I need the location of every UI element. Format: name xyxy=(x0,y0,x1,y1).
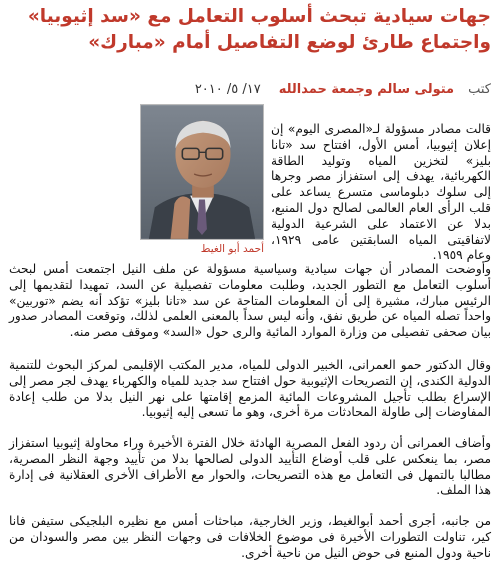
article-paragraph-3: وقال الدكتور حمو العمرانى، الخبير الدولى للمياه، مدير المكتب الإقليمى لمركز البحوث للتنمية الدولية الكندى، إن التصريحات الإثيوبية حول افتتاح سد جديد للمياه والكهرباء يهدف لجر مصر إلى الإسراع بطلب تأجيل المشروعات المائية المزمع إقامتها على نهر النيل بدلا من طلب إعادة المفاوضات إلى طاولة المحادثات مرة أخرى، وهو ما تسعى إليه إثيوبيا. xyxy=(9,358,491,420)
article-byline xyxy=(9,80,491,100)
byline-label: كتب xyxy=(468,82,491,97)
publish-date: ١٧/ ٥/ ٢٠١٠ xyxy=(194,82,261,97)
article-paragraph-2: وأوضحت المصادر أن جهات سيادية وسياسية مسؤولة عن ملف النيل اجتمعت أمس لبحث أسلوب التعامل مع التطور الجديد، وطلبت معلومات تفصيلية عن السد، تمهيدا لتقديمها إلى الرئيس مبارك، مشيرة إلى أن المعلومات المتاحة عن سد «تانا بليز» تؤكد أنه يضم «توربين» واحداً تصله المياه عن طريق نفق، وأنه ليس سداً بالمعنى العلمى لذلك، وتوقعت المصادر صدور بيان صحفى تفصيلى من وزارة الموارد المائية والرى حول «السد» وموقف مصر منه. xyxy=(9,262,491,340)
article-paragraph-5: من جانبه، أجرى أحمد أبوالغيط، وزير الخارجية، مباحثات أمس مع نظيره البلجيكى ستيفن فانا كير، تناولت التطورات الأخيرة فى موضوع الخلافات فى وجهات النظر بين مصر والسودان من ناحية ودول المنبع فى حوض النيل من ناحية أخرى. xyxy=(9,514,491,560)
photo-caption: أحمد أبو الغيط xyxy=(200,243,264,255)
article-photo-block xyxy=(140,104,264,256)
byline-authors[interactable]: متولى سالم وجمعة حمدالله xyxy=(278,82,455,97)
article-headline: جهات سيادية تبحث أسلوب التعامل مع «سد إثيوبيا» واجتماع طارئ لوضع التفاصيل أمام «مبارك» xyxy=(27,6,491,53)
article-paragraph-4: وأضاف العمرانى أن ردود الفعل المصرية الهادئة خلال الفترة الأخيرة وراء محاولة إثيوبيا استفزاز مصر، بما ينعكس على قلب أوضاع التأييد الدولى لصالحها بدلا من تأييد وجهة النظر المصرية، مطالبا بالتمهل فى التعامل مع هذه التصريحات، والحوار مع الأطراف الأخرى العقلانية فى إدارة هذا الملف. xyxy=(9,436,491,498)
article-paragraph-1: قالت مصادر مسؤولة لـ«المصرى اليوم» إن إعلان إثيوبيا، أمس الأول، افتتاح سد «تانا بليز» لتخزين المياه وتوليد الطاقة الكهربائية، يهدف إلى استفزاز مصر وجرها إلى سلوك دبلوماسى متسرع يساعد على قلب الرأى العام العالمى لصالح دول المنبع، بدلا عن الاعتماد على الشرعية الدولية لاتفاقيتى المياه السابقتين عامى ١٩٢٩، وعام ١٩٥٩. xyxy=(271,122,491,263)
portrait-photo xyxy=(140,104,264,240)
